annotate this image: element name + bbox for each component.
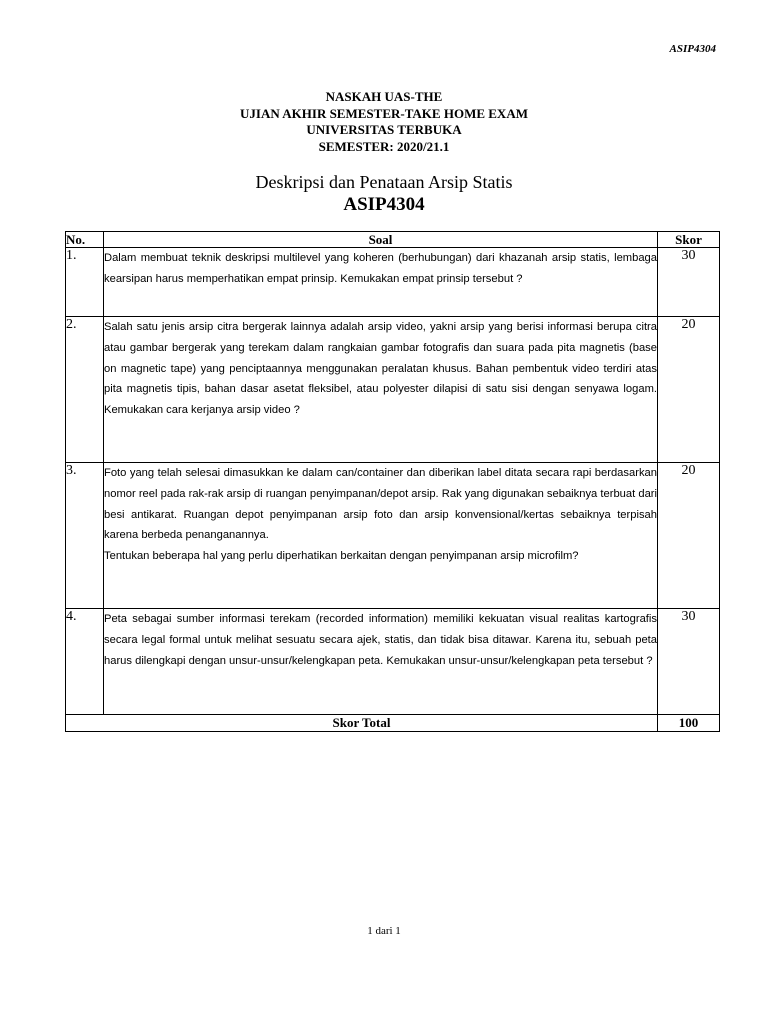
question-row: [66, 248, 720, 317]
question-score: 20: [658, 317, 720, 463]
exam-title-line-4: SEMESTER: 2020/21.1: [318, 138, 450, 154]
question-text: Peta sebagai sumber informasi terekam (recorded information) memiliki kekuatan visual realitas kartografis secara legal formal untuk melihat sesuatu secara ajek, statis, dan tidak bisa ditawar. Karena itu, sebuah peta harus dilengkapi dengan unsur-unsur/kelengkapan peta. Kemukakan unsur-unsur/kelengkapan peta tersebut ?: [104, 613, 657, 667]
question-cell: [104, 317, 658, 463]
exam-title-line-2: UJIAN AKHIR SEMESTER-TAKE HOME EXAM: [240, 105, 528, 121]
question-number: 3.: [66, 463, 104, 609]
question-row: [66, 463, 720, 609]
question-row: [66, 317, 720, 463]
question-number: 2.: [66, 317, 104, 463]
question-table: [65, 231, 720, 732]
exam-title-line-1: NASKAH UAS-THE: [325, 89, 443, 104]
course-name: Deskripsi dan Penataan Arsip Statis: [255, 172, 513, 192]
header-soal: Soal: [104, 232, 658, 248]
total-value: 100: [658, 715, 720, 732]
question-score: 30: [658, 248, 720, 317]
question-number: 4.: [66, 609, 104, 715]
exam-title-block: [0, 89, 768, 155]
header-no: No.: [66, 232, 104, 248]
question-cell: [104, 248, 658, 317]
question-text: Dalam membuat teknik deskripsi multilevel yang koheren (berhubungan) dari khazanah arsip statis, lembaga kearsipan harus memperhatikan empat prinsip. Kemukakan empat prinsip tersebut ?: [104, 252, 657, 285]
header-course-code: ASIP4304: [669, 43, 716, 55]
question-row: [66, 609, 720, 715]
page-number: 1 dari 1: [367, 925, 401, 937]
question-number: 1.: [66, 248, 104, 317]
question-text: Salah satu jenis arsip citra bergerak lainnya adalah arsip video, yakni arsip yang berisi informasi berupa citra atau gambar bergerak yang terekam dalam rangkaian gambar fotografis dan suara pada pita magnetis (base on magnetic tape) yang penciptaannya menggunakan peralatan khusus. Bahan pembentuk video terdiri atas pita magnetis tipis, bahan dasar asetat fleksibel, atau polyester dilapisi di satu sisi dengan senyawa logam. Kemukakan cara kerjanya arsip video ?: [104, 321, 657, 417]
question-score: 20: [658, 463, 720, 609]
total-row: [66, 715, 720, 732]
header-skor: Skor: [658, 232, 720, 248]
question-text: Foto yang telah selesai dimasukkan ke dalam can/container dan diberikan label ditata secara rapi berdasarkan nomor reel pada rak-rak arsip di ruangan penyimpanan/depot arsip. Rak yang digunakan sebaiknya terbuat dari besi antikarat. Ruangan depot penyimpanan arsip foto dan arsip konvensional/kertas sebaiknya terpisah karena berbeda penanganannya.: [104, 467, 657, 542]
total-label: Skor Total: [66, 715, 658, 732]
course-code-title: ASIP4304: [343, 194, 425, 215]
question-cell: [104, 609, 658, 715]
table-header-row: [66, 232, 720, 248]
question-text-instruction: Tentukan beberapa hal yang perlu diperhatikan berkaitan dengan penyimpanan arsip microfilm?: [104, 550, 579, 563]
question-score: 30: [658, 609, 720, 715]
question-cell: [104, 463, 658, 609]
exam-title-line-3: UNIVERSITAS TERBUKA: [306, 122, 462, 137]
